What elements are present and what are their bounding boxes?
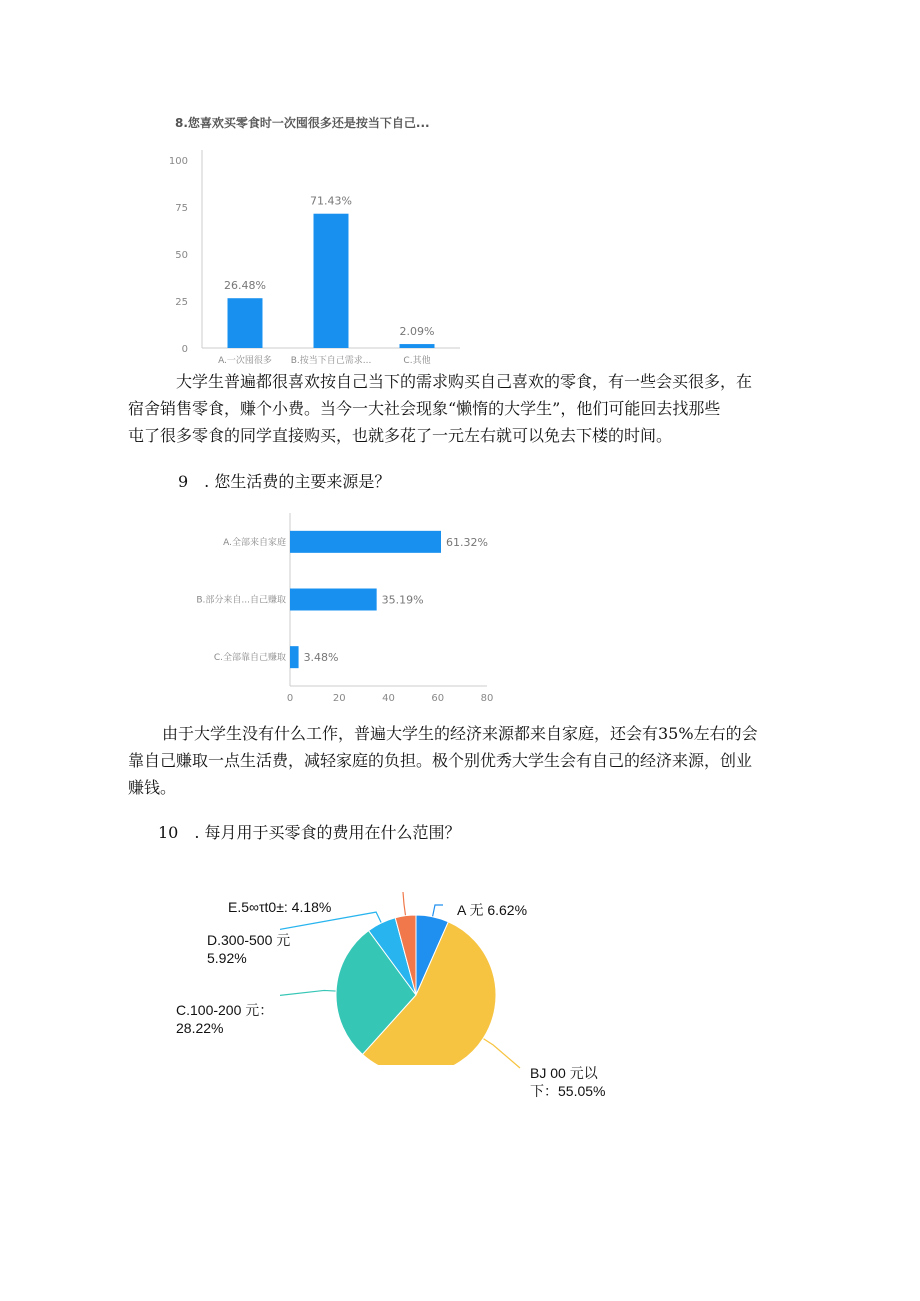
y-tick-label: 100 bbox=[168, 156, 188, 167]
pie-label-b-line2: 下：55.05% bbox=[530, 1083, 606, 1099]
category-label: B.按当下自己需求... bbox=[290, 356, 372, 366]
bar-chart-snack-stocking bbox=[160, 100, 480, 370]
leader-line bbox=[433, 905, 443, 917]
paragraph-line: 屯了很多零食的同学直接购买，也就多花了一元左右就可以免去下楼的时间。 bbox=[128, 426, 673, 445]
pie-label-e: E.5∞τt0±: 4.18% bbox=[228, 899, 332, 915]
paragraph-line: 靠自己赚取一点生活费，减轻家庭的负担。极个别优秀大学生会有自己的经济来源，创业 bbox=[128, 751, 753, 770]
category-label: B.部分来自...自己赚取 bbox=[196, 595, 286, 606]
x-tick-label: 80 bbox=[480, 693, 494, 704]
paragraph-line: 大学生普遍都很喜欢按自己当下的需求购买自己喜欢的零食，有一些会买很多，在 bbox=[176, 372, 753, 391]
x-tick-label: 60 bbox=[431, 693, 445, 704]
bar-value-label: 26.48% bbox=[224, 279, 266, 293]
y-tick-label: 75 bbox=[175, 203, 188, 214]
leader-line bbox=[483, 1038, 520, 1068]
paragraph-line: 宿舍销售零食，赚个小费。当今一大社会现象“懒惰的大学生”，他们可能回去找那些 bbox=[128, 399, 721, 418]
x-tick-label: 0 bbox=[286, 693, 294, 704]
bar bbox=[290, 589, 377, 611]
pie-label-d-line1: D.300-500 元 bbox=[207, 932, 291, 948]
bar-value-label: 3.48% bbox=[303, 651, 339, 665]
category-label: C.全部靠自己赚取 bbox=[213, 653, 286, 664]
pie-label-b-line1: BJ 00 元以 bbox=[530, 1065, 598, 1081]
x-tick-label: 40 bbox=[382, 693, 395, 704]
y-tick-label: 50 bbox=[175, 250, 188, 261]
pie-label-c bbox=[176, 1001, 273, 1037]
x-tick-label: 20 bbox=[332, 693, 346, 704]
bar bbox=[400, 344, 435, 348]
bar bbox=[314, 214, 349, 348]
leader-line bbox=[280, 990, 336, 1002]
bar-value-label: 61.32% bbox=[446, 535, 488, 549]
y-tick-label: 25 bbox=[175, 297, 188, 308]
paragraph-line: 由于大学生没有什么工作，普遍大学生的经济来源都来自家庭，还会有35%左右的会 bbox=[162, 724, 758, 743]
question-9-title: 9 . 您生活费的主要来源是？ bbox=[178, 472, 391, 491]
category-label: A.一次囤很多 bbox=[218, 356, 272, 366]
bar bbox=[290, 531, 441, 553]
paragraph-2 bbox=[128, 720, 758, 801]
bar-value-label: 2.09% bbox=[399, 325, 435, 339]
chart-title: 8.您喜欢买零食时一次囤很多还是按当下自己... bbox=[175, 116, 430, 130]
pie-label-d bbox=[207, 931, 290, 967]
bar-value-label: 35.19% bbox=[381, 593, 424, 607]
paragraph-line: 赚钱。 bbox=[128, 778, 177, 797]
bar bbox=[290, 646, 299, 668]
pie-label-c-line1: C.100-200 元： bbox=[176, 1002, 274, 1018]
leader-line bbox=[403, 892, 406, 916]
paragraph-1 bbox=[128, 368, 752, 449]
category-label: A.全部来自家庭 bbox=[223, 537, 286, 548]
pie-label-d-line2: 5.92% bbox=[207, 950, 247, 966]
pie-label-c-line2: 28.22% bbox=[176, 1020, 224, 1036]
question-10-title: 10 . 每月用于买零食的费用在什么范围？ bbox=[158, 823, 461, 842]
pie-label-b bbox=[530, 1064, 605, 1100]
pie-label-a: A 无 6.62% bbox=[457, 902, 528, 918]
bar bbox=[228, 298, 263, 348]
y-tick-label: 0 bbox=[181, 344, 188, 355]
category-label: C.其他 bbox=[403, 356, 431, 366]
bar-value-label: 71.43% bbox=[310, 194, 352, 208]
bar-chart-living-expense-source bbox=[160, 505, 510, 710]
